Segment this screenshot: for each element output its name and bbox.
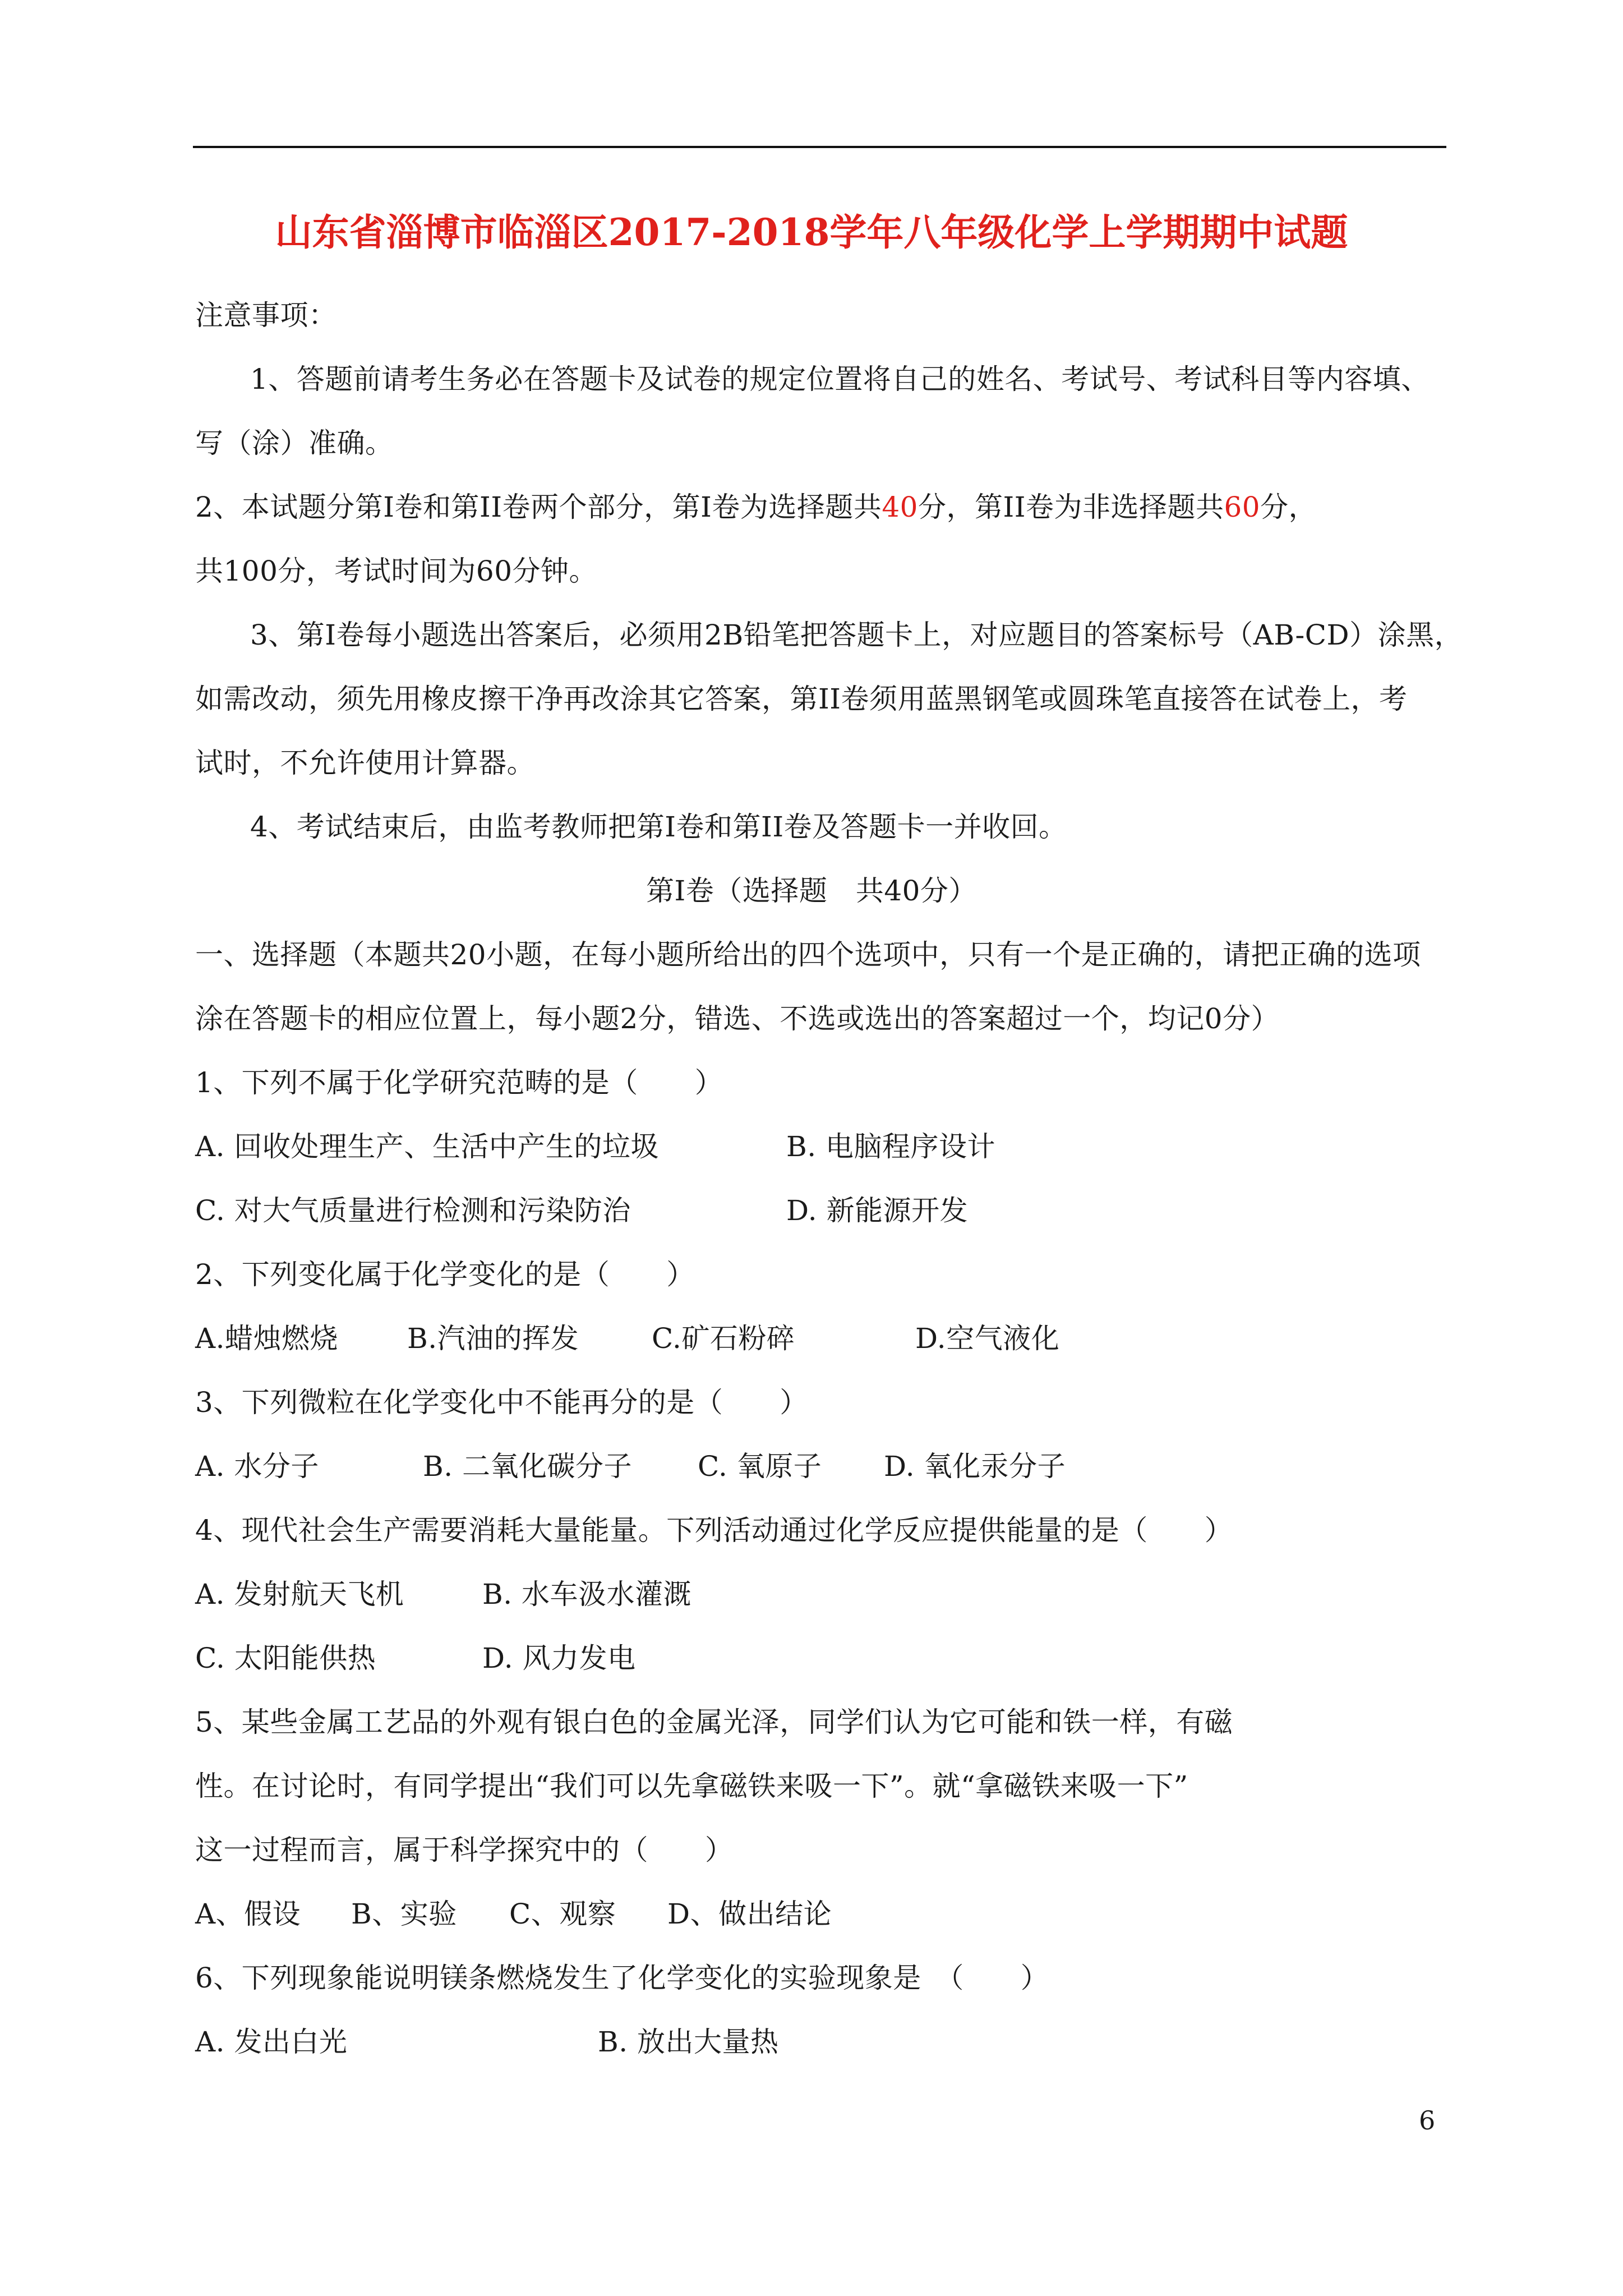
note-2-line-1: [195, 490, 1317, 524]
question-3-options: [195, 1450, 1066, 1483]
question-2-options: [195, 1322, 1059, 1355]
question-2-option-c: C.矿石粉碎: [652, 1322, 795, 1355]
question-2-option-b: B.汽油的挥发: [407, 1322, 579, 1355]
note-3-line-2: 如需改动，须先用橡皮擦干净再改涂其它答案，第II卷须用蓝黑钢笔或圆珠笔直接答在试卷上，考: [195, 683, 1408, 715]
question-4-option-a: A. 发射航天飞机: [195, 1578, 404, 1611]
instructions-line-2: 涂在答题卡的相应位置上，每小题2分，错选、不选或选出的答案超过一个，均记0分）: [195, 1002, 1280, 1035]
question-5-stem-line-2: 性。在讨论时，有同学提出“我们可以先拿磁铁来吸一下”。就“拿磁铁来吸一下”: [195, 1770, 1188, 1802]
note-2-line-2: 共100分，考试时间为60分钟。: [195, 555, 598, 587]
question-5-option-c: C、观察: [509, 1898, 616, 1930]
question-6-options: [195, 2025, 779, 2059]
note-2-text-c: 分，: [1260, 491, 1317, 523]
question-4-option-b: B. 水车汲水灌溉: [482, 1578, 692, 1611]
question-3-option-b: B. 二氧化碳分子: [423, 1450, 633, 1483]
question-1-option-b: B. 电脑程序设计: [786, 1130, 996, 1163]
question-3-stem: 3、下列微粒在化学变化中不能再分的是（ ）: [195, 1386, 808, 1419]
note-1-line-1: 1、答题前请考生务必在答题卡及试卷的规定位置将自己的姓名、考试号、考试科目等内容填、: [250, 363, 1430, 395]
header-rule: [193, 146, 1446, 148]
page-title: 山东省淄博市临淄区2017-2018学年八年级化学上学期期中试题: [275, 210, 1348, 254]
question-6-option-a: A. 发出白光: [195, 2026, 348, 2058]
question-3-option-c: C. 氧原子: [698, 1450, 822, 1483]
note-1-line-2: 写（涂）准确。: [195, 427, 394, 459]
question-6-option-b: B. 放出大量热: [598, 2026, 779, 2058]
part-1-score: 40: [882, 491, 918, 523]
question-4-options-row-2: [195, 1641, 636, 1675]
question-4-option-c: C. 太阳能供热: [195, 1642, 376, 1674]
question-1-options-row-1: [195, 1130, 995, 1163]
question-4-stem: 4、现代社会生产需要消耗大量能量。下列活动通过化学反应提供能量的是（ ）: [195, 1514, 1233, 1547]
notes-heading: 注意事项：: [195, 299, 337, 332]
note-2-text-b: 分，第II卷为非选择题共: [917, 491, 1224, 523]
question-2-stem: 2、下列变化属于化学变化的是（ ）: [195, 1258, 695, 1291]
question-2-option-a: A.蜡烛燃烧: [195, 1322, 339, 1355]
question-1-option-a: A. 回收处理生产、生活中产生的垃圾: [195, 1130, 659, 1163]
question-4-option-d: D. 风力发电: [482, 1642, 636, 1674]
question-5-stem-line-1: 5、某些金属工艺品的外观有银白色的金属光泽，同学们认为它可能和铁一样，有磁: [195, 1706, 1233, 1738]
instructions-line-1: 一、选择题（本题共20小题，在每小题所给出的四个选项中，只有一个是正确的，请把正确的选项: [195, 938, 1421, 971]
question-5-options: [195, 1897, 832, 1931]
question-3-option-d: D. 氧化汞分子: [884, 1450, 1066, 1483]
note-3-line-3: 试时，不允许使用计算器。: [195, 747, 535, 779]
question-5-option-d: D、做出结论: [667, 1898, 832, 1930]
part-2-score: 60: [1224, 491, 1261, 523]
question-1-options-row-2: [195, 1194, 968, 1227]
question-6-stem: 6、下列现象能说明镁条燃烧发生了化学变化的实验现象是 （ ）: [195, 1962, 1049, 1994]
question-5-option-b: B、实验: [351, 1898, 457, 1930]
note-2-text-a: 2、本试题分第I卷和第II卷两个部分，第I卷为选择题共: [195, 491, 882, 523]
question-5-option-a: A、假设: [195, 1898, 301, 1930]
question-1-stem: 1、下列不属于化学研究范畴的是（ ）: [195, 1066, 723, 1099]
page-number: 6: [1419, 2105, 1436, 2136]
question-3-option-a: A. 水分子: [195, 1450, 319, 1483]
question-2-option-d: D.空气液化: [915, 1322, 1060, 1355]
question-5-stem-line-3: 这一过程而言，属于科学探究中的（ ）: [195, 1834, 734, 1866]
note-3-line-1: 3、第I卷每小题选出答案后，必须用2B铅笔把答题卡上，对应题目的答案标号（AB-CD）涂黑，: [250, 619, 1463, 651]
section-heading: 第I卷（选择题 共40分）: [646, 875, 977, 907]
question-1-option-c: C. 对大气质量进行检测和污染防治: [195, 1194, 631, 1227]
question-4-options-row-1: [195, 1577, 691, 1611]
note-4: 4、考试结束后，由监考教师把第I卷和第II卷及答题卡一并收回。: [250, 811, 1067, 843]
question-1-option-d: D. 新能源开发: [786, 1194, 969, 1227]
